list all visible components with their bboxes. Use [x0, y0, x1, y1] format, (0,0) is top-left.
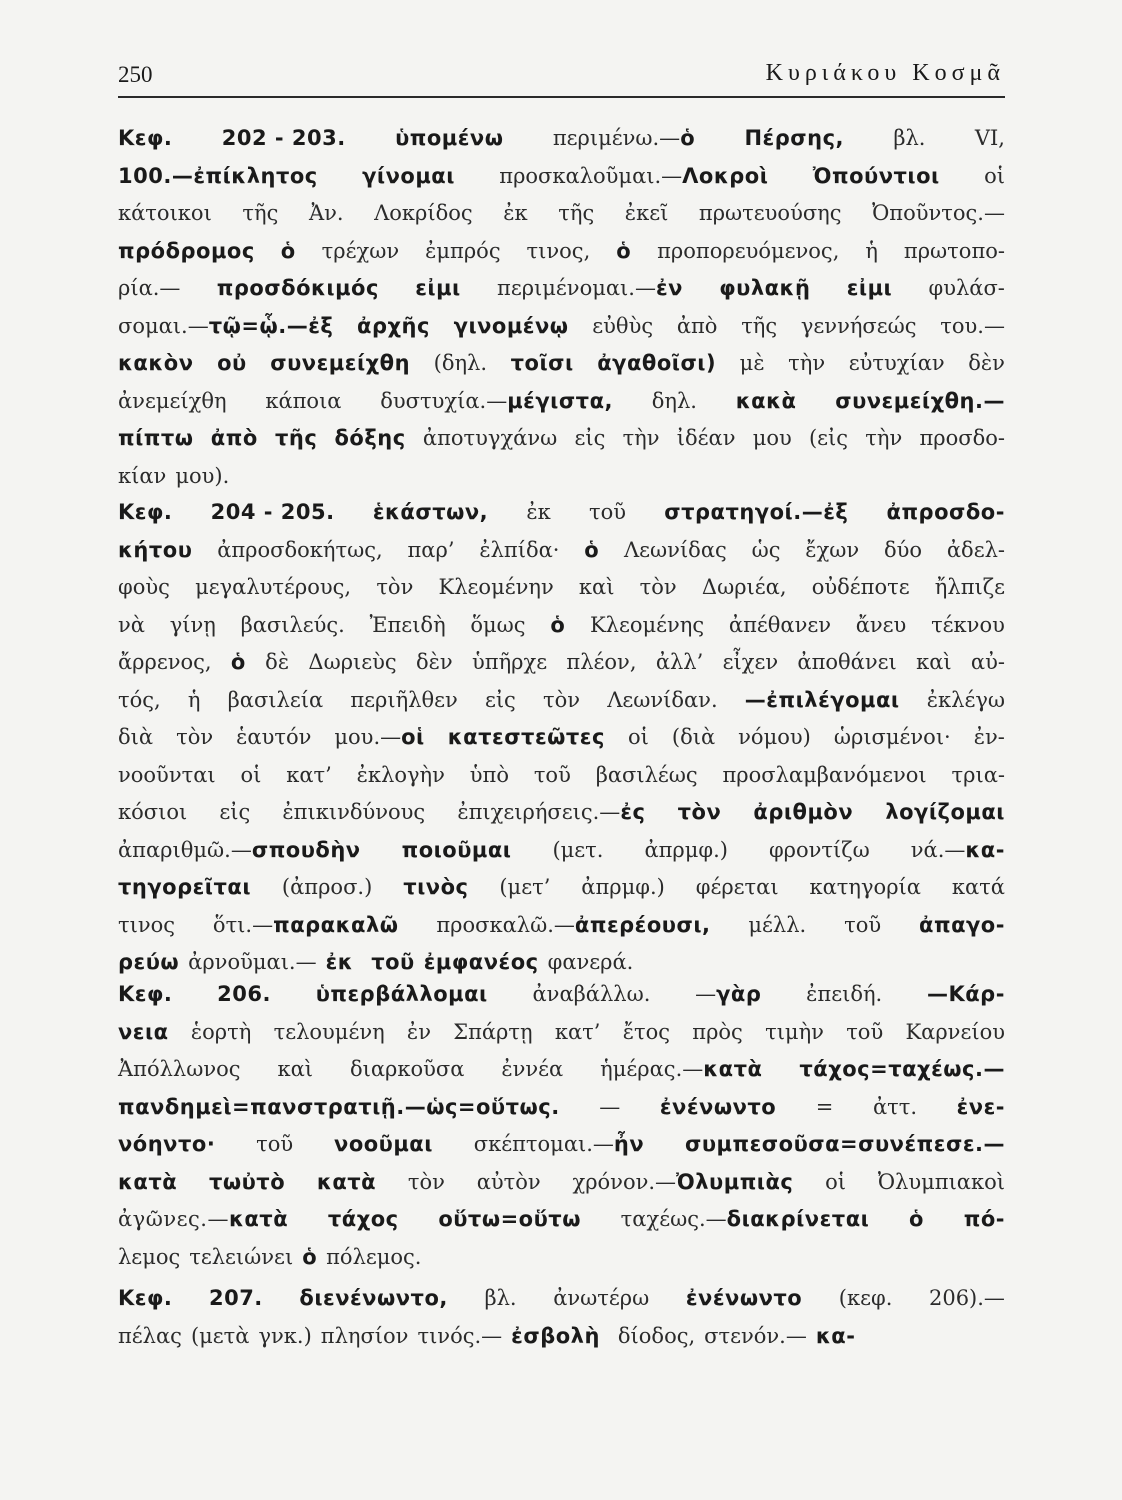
word: κατά	[951, 875, 1005, 899]
word: κάποια	[265, 388, 342, 413]
word: πρωτοπο-	[903, 238, 1005, 263]
word: ὁ	[280, 238, 296, 263]
word: βασιλέως	[595, 762, 698, 787]
word: κακὰ	[735, 388, 797, 413]
word: δηλ.	[651, 388, 697, 413]
word: ἀνωτέρω	[553, 1286, 650, 1310]
word: καὶ	[277, 1057, 314, 1081]
word: ὁ	[909, 1207, 924, 1231]
word: ἑορτὴ	[190, 1019, 252, 1044]
word: ἐκλέγω	[926, 687, 1005, 712]
word: Ἐπειδὴ	[369, 612, 446, 637]
word: ὑπομένω	[395, 126, 504, 150]
word: ἀνεμείχθη	[118, 388, 227, 413]
word: ὁ	[302, 1244, 318, 1269]
word: (μετὰ	[190, 1323, 250, 1348]
word: πρόδρομος	[118, 238, 255, 263]
word: Ἀπόλλωνος	[118, 1057, 241, 1081]
word: οὐδέποτε	[811, 575, 910, 599]
word: ἀπαριθμῶ.—σπουδὴν	[118, 837, 361, 862]
word: πρωτευούσης	[698, 201, 842, 225]
word: νὰ	[118, 612, 145, 637]
word: δόξης	[334, 426, 406, 450]
word: ἀττ.	[872, 1094, 918, 1119]
chapter-204-205-notes	[118, 494, 1005, 982]
word: ἡ	[865, 238, 878, 263]
word: στρατηγοί.—ἐξ	[664, 500, 849, 524]
word: ἀριθμὸν	[753, 800, 854, 824]
text-line	[118, 757, 1005, 795]
word: δὲ	[265, 650, 290, 674]
word: οἱ	[984, 163, 1005, 188]
word: πλέον,	[566, 650, 637, 674]
word: ἀλλ’	[655, 650, 704, 674]
word: ἐκεῖ	[624, 201, 669, 225]
text-line	[118, 1239, 1005, 1277]
word: εἰς	[219, 800, 251, 824]
word: στενόν.— κα-	[704, 1323, 856, 1348]
word: δυστυχία.—μέγιστα,	[380, 388, 613, 413]
word: ἀδελ-	[946, 537, 1005, 562]
word: συμπεσοῦσα=συνέπεσε.—	[685, 1132, 1005, 1156]
word: ἑκάστων,	[372, 500, 489, 524]
word: πίπτω	[118, 426, 194, 450]
word: ὑπὸ	[469, 762, 509, 787]
word: σομαι.—τῷ=ᾧ.—ἐξ	[118, 313, 334, 338]
word: λογίζομαι	[885, 800, 1005, 824]
word: ἐκ	[503, 201, 528, 225]
word: τωὐτὸ	[208, 1169, 286, 1194]
word: ἐμπρός	[425, 238, 501, 263]
word: νόηντο·	[118, 1132, 216, 1156]
word: πρὸς	[692, 1019, 743, 1044]
word: ἀπὸ	[210, 426, 258, 450]
word: τοῦ	[844, 912, 882, 937]
word: προσδο-	[919, 426, 1005, 450]
word: δύο	[884, 537, 923, 562]
word: —	[599, 1094, 621, 1119]
word: γίνομαι	[362, 163, 455, 188]
word: ἀγῶνες.—κατὰ	[118, 1207, 289, 1231]
word: φροντίζω	[768, 837, 870, 862]
word: ὑπῆρχε	[472, 650, 548, 674]
text-line	[118, 270, 1005, 308]
word: κίαν	[118, 463, 167, 488]
word: βασιλεύς.	[240, 612, 345, 637]
text-line	[118, 794, 1005, 832]
word: τρια-	[951, 762, 1005, 787]
word: ἀρνοῦμαι.— ἐκ	[188, 950, 354, 974]
word: τὴν	[622, 426, 660, 450]
word: ἐκ	[526, 500, 551, 524]
word: κατὰ	[316, 1169, 377, 1194]
word: ἐκλογὴν	[356, 762, 445, 787]
word: Κεφ.	[118, 500, 173, 524]
text-line	[118, 1126, 1005, 1164]
word: γινομένῳ	[453, 313, 569, 338]
word: Πέρσης,	[744, 126, 844, 150]
word: ἐνένωντο	[685, 1286, 803, 1310]
word: ὅτι.—παρακαλῶ	[212, 912, 399, 937]
word: κατεστεῶτες	[447, 725, 605, 749]
word: ὁ	[550, 612, 566, 637]
word: —ἐπιλέγομαι	[744, 687, 900, 712]
text-line	[118, 832, 1005, 870]
word: μέλλ.	[748, 912, 807, 937]
word: παρ’	[407, 537, 455, 562]
word: μου).	[175, 463, 230, 488]
word: κατηγορία	[809, 875, 921, 899]
word: ἡμέρας.—κατὰ	[600, 1057, 763, 1081]
word: οὐ	[217, 351, 247, 375]
word: ἐμφανέος	[423, 950, 539, 974]
word: Λεωνίδαν.	[607, 687, 718, 712]
word: κάτοικοι	[118, 201, 212, 225]
word: τῆς	[741, 313, 778, 338]
word: γνκ.)	[258, 1323, 312, 1348]
word: ὑπερβάλλομαι	[315, 982, 488, 1006]
word: οἱ	[825, 1169, 847, 1194]
word: Ἀν.	[308, 201, 344, 225]
word: ἀπροσδοκήτως,	[217, 537, 383, 562]
word: τρέχων	[321, 238, 400, 263]
word: Δωριέα,	[701, 575, 787, 599]
word: (εἰς	[808, 426, 849, 450]
word: ρία.—	[118, 276, 181, 300]
word: βλ.	[893, 126, 926, 150]
word: κατ’	[286, 762, 332, 787]
word: ἀπαγο-	[919, 912, 1005, 937]
word: προσκαλῶ.—ἀπερέουσι,	[436, 912, 711, 937]
word: τινος,	[526, 238, 591, 263]
word: πέλας	[118, 1323, 182, 1348]
word: τινος	[118, 912, 176, 937]
chapter-202-203-notes	[118, 120, 1005, 495]
word: ἐλπίδα·	[479, 537, 560, 562]
word: συνεμείχθη	[270, 351, 411, 375]
word: Ὀλυμπιακοὶ	[877, 1169, 1005, 1194]
text-line	[118, 120, 1005, 158]
word: τινός.— ἐσβολὴ	[417, 1323, 600, 1348]
word: κατὰ	[118, 1169, 178, 1194]
word: ἰδέαν	[676, 426, 736, 450]
word: λεμος	[118, 1244, 181, 1269]
word: ἐν-	[973, 725, 1005, 749]
word: κακὸν	[118, 351, 194, 375]
text-line	[118, 1201, 1005, 1239]
word: ἐνε-	[956, 1094, 1005, 1119]
word: τελουμένη	[273, 1019, 385, 1044]
text-line	[118, 569, 1005, 607]
text-line	[118, 644, 1005, 682]
word: 206.	[217, 982, 271, 1006]
word: (μετ’	[499, 875, 551, 899]
word: Καρνείου	[905, 1019, 1005, 1044]
word: (δηλ.	[433, 351, 488, 375]
word: δίοδος,	[617, 1323, 696, 1348]
word: ἑαυτόν	[236, 725, 312, 749]
word: ἀπρμφ.)	[644, 837, 728, 862]
word: διαρκοῦσα	[349, 1057, 465, 1081]
word: ἀναβάλλω.	[532, 982, 651, 1006]
word: γεννήσεώς	[800, 313, 917, 338]
word: πανδημεὶ=πανστρατιῇ.—ὡς=οὕτως.	[118, 1094, 560, 1119]
word: δὲν	[416, 650, 453, 674]
word: ἐννέα	[501, 1057, 564, 1081]
word: οἱ	[627, 725, 649, 749]
word: τὴν	[865, 426, 903, 450]
word: νοοῦνται	[118, 762, 216, 787]
word: ἀγαθοῖσι)	[597, 351, 717, 375]
word: αὐτὸν	[476, 1169, 541, 1194]
word: τὸν	[677, 800, 722, 824]
word: οὕτω=οὕτω	[438, 1207, 581, 1231]
word: τελειώνει	[189, 1244, 294, 1269]
word: ὅμως	[470, 612, 526, 637]
word: ἀποθάνει	[797, 650, 897, 674]
word: ἀρχῆς	[357, 313, 430, 338]
word: τινὸς	[403, 875, 469, 899]
word: ἀπέθανεν	[728, 612, 831, 637]
word: συνεμείχθη.—	[835, 388, 1005, 413]
text-line	[118, 719, 1005, 757]
page-number: 250	[118, 62, 153, 87]
word: φοὺς	[118, 575, 170, 599]
word: γίνῃ	[169, 612, 216, 637]
word: τῆς	[274, 426, 318, 450]
word: 206).—	[928, 1286, 1005, 1310]
word: χρόνον.—Ὀλυμπιὰς	[572, 1169, 794, 1194]
text-line	[118, 869, 1005, 907]
word: εἰμι	[415, 276, 461, 300]
word: σκέπτομαι.—ἦν	[473, 1132, 645, 1156]
word: Σπάρτῃ	[453, 1019, 533, 1044]
word: ἐπιχειρήσεις.—ἐς	[457, 800, 646, 824]
word: εὐτυχίαν	[848, 351, 945, 375]
word: ἤλπιζε	[934, 575, 1005, 599]
word: (μετ.	[552, 837, 604, 862]
word: —Κάρ-	[926, 982, 1005, 1006]
word: κήτου	[118, 537, 193, 562]
word: τὸν	[639, 575, 677, 599]
word: ταχέως.—διακρίνεται	[620, 1207, 870, 1231]
word: τοῦ	[371, 950, 415, 974]
word: εἰς	[484, 687, 516, 712]
word: τῆς	[558, 201, 595, 225]
word: εὐθὺς	[592, 313, 654, 338]
word: μεγαλυτέρους,	[195, 575, 352, 599]
word: ἐπικινδύνους	[282, 800, 426, 824]
text-line	[118, 907, 1005, 945]
word: νεια	[118, 1019, 169, 1044]
word: τοῦ	[846, 1019, 884, 1044]
word: τὸν	[542, 687, 581, 712]
word: βλ.	[484, 1286, 517, 1310]
word: τάχος	[327, 1207, 399, 1231]
word: τὸν	[376, 575, 414, 599]
word: ρεύω	[118, 950, 180, 974]
text-line	[118, 1089, 1005, 1127]
text-line	[118, 345, 1005, 383]
word: (διὰ	[671, 725, 716, 749]
word: VI,	[974, 126, 1005, 150]
word: ἀπὸ	[676, 313, 718, 338]
chapter-206-notes	[118, 976, 1005, 1276]
word: προσδόκιμός	[216, 276, 379, 300]
word: Λεωνίδας	[624, 537, 727, 562]
word: εἰς	[574, 426, 606, 450]
word: νά.—κα-	[910, 837, 1005, 862]
word: τὴν	[788, 351, 826, 375]
word: ἀπρμφ.)	[581, 875, 665, 899]
word: Κλεομένην	[438, 575, 554, 599]
word: διενένωντο,	[299, 1286, 448, 1310]
word: τοῖσι	[510, 351, 574, 375]
text-line	[118, 458, 1005, 496]
word: οἱ	[240, 762, 262, 787]
word: ἐνένωντο	[659, 1094, 777, 1119]
word: νόμου)	[738, 725, 811, 749]
word: τός,	[118, 687, 161, 712]
word: μὲ	[739, 351, 765, 375]
word: τοῦ	[533, 762, 571, 787]
word: ὁ	[230, 650, 246, 674]
word: του.—	[940, 313, 1005, 338]
chapter-207-notes	[118, 1280, 1005, 1355]
word: ἀποτυγχάνω	[422, 426, 558, 450]
word: ἐπειδή.	[806, 982, 883, 1006]
word: ὁ	[584, 537, 600, 562]
word: Κλεομένης	[589, 612, 705, 637]
word: τὸν	[407, 1169, 445, 1194]
word: νοοῦμαι	[334, 1132, 433, 1156]
word: =	[815, 1094, 834, 1119]
word: ὁ	[616, 238, 632, 263]
word: καὶ	[916, 650, 952, 674]
text-line	[118, 494, 1005, 532]
word: ἄνευ	[855, 612, 907, 637]
word: —γὰρ	[695, 982, 762, 1006]
text-line	[118, 1164, 1005, 1202]
text-line	[118, 158, 1005, 196]
word: φυλακῇ	[719, 276, 811, 300]
word: πό-	[963, 1207, 1005, 1231]
text-line	[118, 420, 1005, 458]
word: Λοκρίδος	[374, 201, 473, 225]
text-line	[118, 682, 1005, 720]
word: τὸν	[176, 725, 214, 749]
word: περιῆλθεν	[350, 687, 458, 712]
word: φέρεται	[695, 875, 779, 899]
word: ὡς	[751, 537, 781, 562]
word: (κεφ.	[838, 1286, 893, 1310]
word: πλησίον	[320, 1323, 409, 1348]
word: προπορευόμενος,	[657, 238, 840, 263]
word: αὐ-	[970, 650, 1005, 674]
word: τάχος=ταχέως.—	[799, 1057, 1005, 1081]
text-line	[118, 1051, 1005, 1089]
word: καὶ	[578, 575, 615, 599]
word: περιμένω.—ὁ	[552, 126, 696, 150]
word: φανερά.	[547, 950, 634, 974]
word: Κεφ.	[118, 126, 173, 150]
text-line	[118, 383, 1005, 421]
word: ἀπροσδο-	[886, 500, 1005, 524]
text-line	[118, 607, 1005, 645]
word: τέκνου	[931, 612, 1005, 637]
word: ποιοῦμαι	[401, 837, 512, 862]
word: τοῦ	[588, 500, 627, 524]
word: ἔχων	[805, 537, 860, 562]
word: τῆς	[242, 201, 279, 225]
word: τοῦ	[256, 1132, 294, 1156]
word: κατ’	[554, 1019, 601, 1044]
word: φυλάσ-	[928, 276, 1005, 300]
word: ἔτος	[622, 1019, 671, 1044]
word: διὰ	[118, 725, 154, 749]
word: Κεφ.	[118, 1286, 173, 1310]
text-line	[118, 1280, 1005, 1318]
word: μου.—οἱ	[334, 725, 425, 749]
word: προσκαλοῦμαι.—Λοκροὶ	[499, 163, 769, 188]
word: 207.	[208, 1286, 263, 1310]
text-line	[118, 1318, 1005, 1356]
word: 100.—ἐπίκλητος	[118, 163, 318, 188]
word: 202 - 203.	[221, 126, 346, 150]
word: Δωριεὺς	[308, 650, 397, 674]
word: τηγορεῖται	[118, 875, 251, 899]
word: εἶχεν	[722, 650, 779, 674]
word: δὲν	[968, 351, 1005, 375]
word: προσλαμβανόμενοι	[722, 762, 927, 787]
word: πόλεμος.	[326, 1244, 422, 1269]
word: ὡρισμένοι·	[833, 725, 951, 749]
word: (ἀπροσ.)	[281, 875, 373, 899]
word: ἡ	[187, 687, 201, 712]
word: ἐν	[406, 1019, 431, 1044]
word: Ὀποῦντος.—	[872, 201, 1005, 225]
text-line	[118, 532, 1005, 570]
word: μου	[752, 426, 792, 450]
word: Ὀπούντιοι	[812, 163, 940, 188]
page-header	[118, 58, 1005, 98]
word: Κεφ.	[118, 982, 173, 1006]
text-line	[118, 195, 1005, 233]
word: ἄρρενος,	[118, 650, 212, 674]
text-line	[118, 976, 1005, 1014]
word: βασιλεία	[227, 687, 324, 712]
text-line	[118, 1014, 1005, 1052]
word: τιμὴν	[765, 1019, 824, 1044]
text-line	[118, 308, 1005, 346]
word: περιμένομαι.—ἐν	[497, 276, 683, 300]
running-title: Κυριάκου Κοσμᾶ	[765, 60, 1005, 86]
word: εἰμι	[846, 276, 893, 300]
text-line	[118, 233, 1005, 271]
word: 204 - 205.	[210, 500, 335, 524]
word: κόσιοι	[118, 800, 188, 824]
